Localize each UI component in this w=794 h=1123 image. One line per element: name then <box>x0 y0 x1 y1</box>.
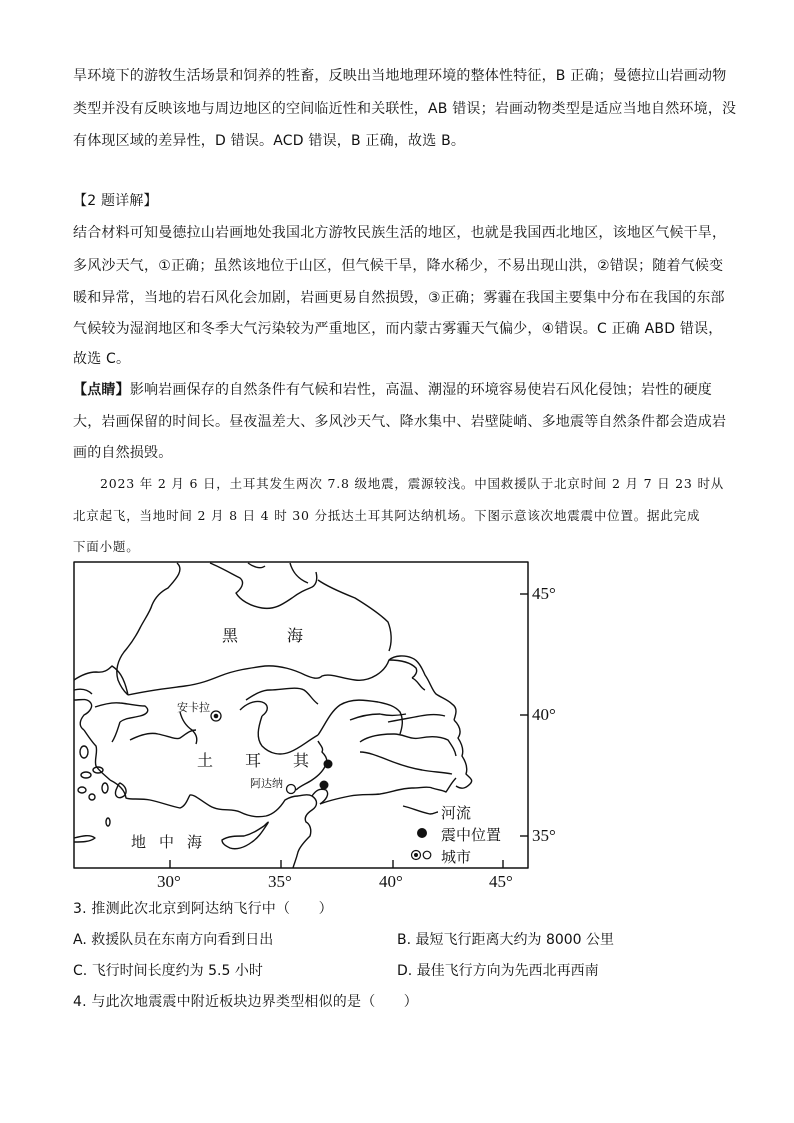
explanation-line: 暖和异常，当地的岩石风化会加剧，岩画更易自然损毁，③正确；雾霾在我国主要集中分布在我国的东部 <box>73 290 725 306</box>
explanation-line: 故选 C。 <box>73 351 131 367</box>
lon-tick-40: 40° <box>379 872 403 891</box>
legend-city: 城市 <box>441 848 472 866</box>
explanation-line: 多风沙天气，①正确；虽然该地位于山区，但气候干旱，降水稀少，不易出现山洪，②错误；随着气候变 <box>73 258 724 274</box>
adana-label: 阿达纳 <box>250 777 283 790</box>
section-heading: 【2 题详解】 <box>73 193 158 209</box>
mediterranean-label: 中 <box>159 833 175 851</box>
option-key: D. <box>397 963 413 979</box>
option-key: B. <box>397 932 412 948</box>
mediterranean-label: 海 <box>187 833 203 851</box>
option-text: 最短飞行距离大约为 8000 公里 <box>415 932 615 948</box>
turkey-label: 耳 <box>245 751 262 770</box>
question-3-stem: 3. 推测此次北京到阿达纳飞行中（ ） <box>73 901 333 917</box>
black-sea-label: 海 <box>287 626 304 645</box>
lat-tick-35: 35° <box>532 826 556 845</box>
option-d <box>397 962 599 980</box>
turkey-label: 土 <box>197 751 214 770</box>
passage-line: 北京起飞，当地时间 2 月 8 日 4 时 30 分抵达土耳其阿达纳机场。下图示意该次地震震中位置。据此完成 <box>73 508 701 523</box>
option-text: 飞行时间长度约为 5.5 小时 <box>91 963 263 979</box>
option-b <box>397 931 614 949</box>
black-sea-label: 黑 <box>222 626 239 645</box>
comment-text: 影响岩画保存的自然条件有气候和岩性，高温、潮湿的环境容易使岩石风化侵蚀；岩性的硬度 <box>129 382 713 398</box>
lat-tick-40: 40° <box>532 705 556 724</box>
passage-line: 2023 年 2 月 6 日，土耳其发生两次 7.8 级地震，震源较浅。中国救援队于北京时间 2 月 7 日 23 时从 <box>100 476 725 491</box>
option-a <box>73 931 273 949</box>
option-text: 救援队员在东南方向看到日出 <box>91 932 274 948</box>
lon-tick-35: 35° <box>268 872 292 891</box>
explanation-line: 类型并没有反映该地与周边地区的空间临近性和关联性，AB 错误；岩画动物类型是适应当地自然环境，没 <box>73 101 737 117</box>
lat-tick-45: 45° <box>532 584 556 603</box>
explanation-line: 旱环境下的游牧生活场景和饲养的牲畜，反映出当地地理环境的整体性特征，B 正确；曼德拉山岩画动物 <box>73 68 727 84</box>
explanation-line: 有体现区域的差异性，D 错误。ACD 错误，B 正确，故选 B。 <box>73 133 466 149</box>
explanation-line: 气候较为湿润地区和冬季大气污染较为严重地区，而内蒙古雾霾天气偏少，④错误。C 正确 ABD 错误， <box>73 321 723 337</box>
turkey-label: 其 <box>293 751 310 770</box>
option-key: C. <box>73 963 88 979</box>
comment-line: 画的自然损毁。 <box>73 445 173 461</box>
mediterranean-label: 地 <box>131 833 147 851</box>
question-4-stem: 4. 与此次地震震中附近板块边界类型相似的是（ ） <box>73 994 419 1010</box>
passage-line: 下面小题。 <box>73 539 140 554</box>
lon-tick-30: 30° <box>157 872 181 891</box>
option-c <box>73 962 263 980</box>
comment-label: 【点睛】 <box>73 382 130 398</box>
option-key: A. <box>73 932 87 948</box>
explanation-line: 结合材料可知曼德拉山岩画地处我国北方游牧民族生活的地区，也就是我国西北地区，该地区气候干旱， <box>73 225 727 241</box>
lon-tick-45: 45° <box>489 872 513 891</box>
legend-river: 河流 <box>441 804 472 822</box>
ankara-label: 安卡拉 <box>177 701 210 714</box>
comment-line: 大，岩画保留的时间长。昼夜温差大、多风沙天气、降水集中、岩壁陡峭、多地震等自然条件都会造成岩 <box>73 414 727 430</box>
option-text: 最佳飞行方向为先西北再西南 <box>416 963 599 979</box>
legend-epicenter: 震中位置 <box>441 826 502 844</box>
